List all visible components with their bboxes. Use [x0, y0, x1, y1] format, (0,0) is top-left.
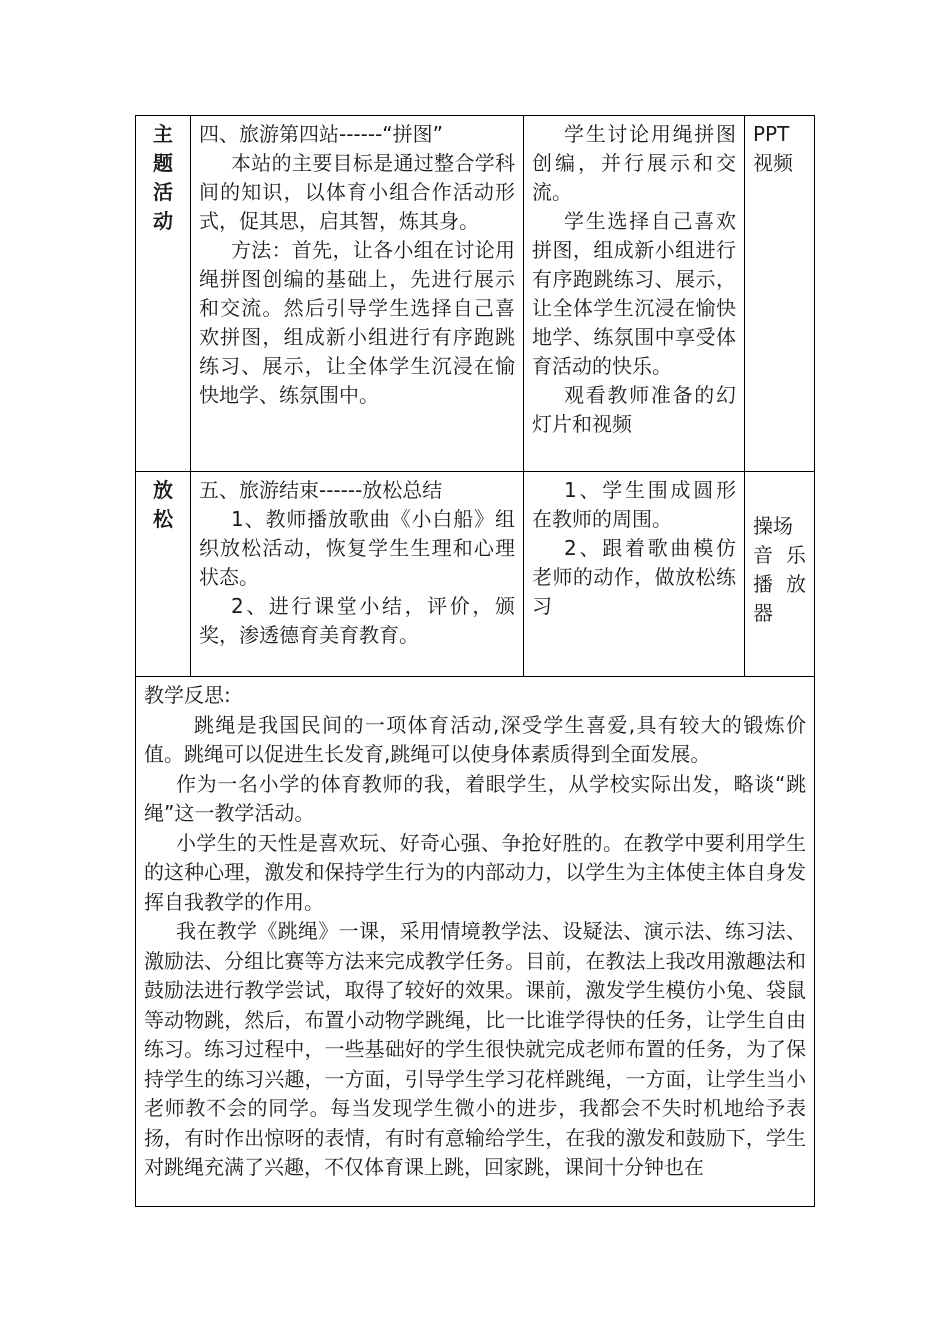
theme-activity-row: [136, 116, 815, 472]
teaching-reflection-cell: [136, 677, 815, 1207]
step-goal: 本站的主要目标是通过整合学科间的知识，以体育小组合作活动形式，促其思，启其智，炼其身。: [199, 151, 515, 233]
reflection-row: [136, 677, 815, 1207]
student-activity-cell: [524, 472, 745, 677]
reflection-paragraph: 小学生的天性是喜欢玩、好奇心强、争抢好胜的。在教学中要利用学生的这种心理，激发和保持学生行为的内部动力，以学生为主体使主体自身发挥自我教学的作用。: [144, 830, 806, 914]
step-text: 1、教师播放歌曲《小白船》组织放松活动，恢复学生生理和心理状态。: [199, 507, 515, 589]
section-label-relax: 放 松: [136, 472, 191, 677]
teacher-activity-cell: [191, 116, 524, 472]
reflection-paragraph: 跳绳是我国民间的一项体育活动,深受学生喜爱,具有较大的锻炼价值。跳绳可以促进生长发育,跳绳可以使身体素质得到全面发展。: [144, 712, 806, 766]
reflection-paragraph: 作为一名小学的体育教师的我，着眼学生，从学校实际出发，略谈“跳绳”这一教学活动。: [144, 771, 806, 825]
student-activity-cell: [524, 116, 745, 472]
step-heading: 四、旅游第四站------“拼图”: [199, 122, 444, 146]
student-activity-text: 2、跟着歌曲模仿老师的动作，做放松练习: [532, 536, 736, 618]
lesson-plan-table: [135, 115, 815, 1207]
relax-row: [136, 472, 815, 677]
student-activity-text: 学生选择自己喜欢拼图，组成新小组进行有序跑跳练习、展示，让全体学生沉浸在愉快地学、练氛围中享受体育活动的快乐。: [532, 209, 736, 378]
teacher-activity-cell: [191, 472, 524, 677]
reflection-heading: 教学反思:: [144, 683, 231, 707]
reflection-paragraph: 我在教学《跳绳》一课，采用情境教学法、设疑法、演示法、练习法、激励法、分组比赛等方法来完成教学任务。目前，在教法上我改用激趣法和鼓励法进行教学尝试，取得了较好的效果。课前，激发学生模仿小兔、袋鼠等动物跳，然后，布置小动物学跳绳，比一比谁学得快的任务，让学生自由练习。练习过程中，一些基础好的学生很快就完成老师布置的任务，为了保持学生的练习兴趣，一方面，引导学生学习花样跳绳，一方面，让学生当小老师教不会的同学。每当发现学生微小的进步，我都会不失时机地给予表扬，有时作出惊呀的表情，有时有意输给学生，在我的激发和鼓励下，学生对跳绳充满了兴趣，不仅体育课上跳，回家跳，课间十分钟也在: [144, 919, 806, 1179]
student-activity-text: 1、学生围成圆形在教师的周围。: [532, 478, 736, 531]
section-label-theme-activity: 主 题 活 动: [136, 116, 191, 472]
resources-cell: 操场 音乐 播放 器: [745, 472, 815, 677]
student-activity-text: 学生讨论用绳拼图创编，并行展示和交流。: [532, 122, 736, 204]
step-text: 2、进行课堂小结，评价，颁奖，渗透德育美育教育。: [199, 594, 515, 647]
student-activity-text: 观看教师准备的幻灯片和视频: [532, 383, 736, 436]
resources-cell: PPT 视频: [745, 116, 815, 472]
step-method: 方法：首先，让各小组在讨论用绳拼图创编的基础上，先进行展示和交流。然后引导学生选择自己喜欢拼图，组成新小组进行有序跑跳练习、展示，让全体学生沉浸在愉快地学、练氛围中。: [199, 238, 515, 407]
step-heading: 五、旅游结束------放松总结: [199, 478, 443, 502]
